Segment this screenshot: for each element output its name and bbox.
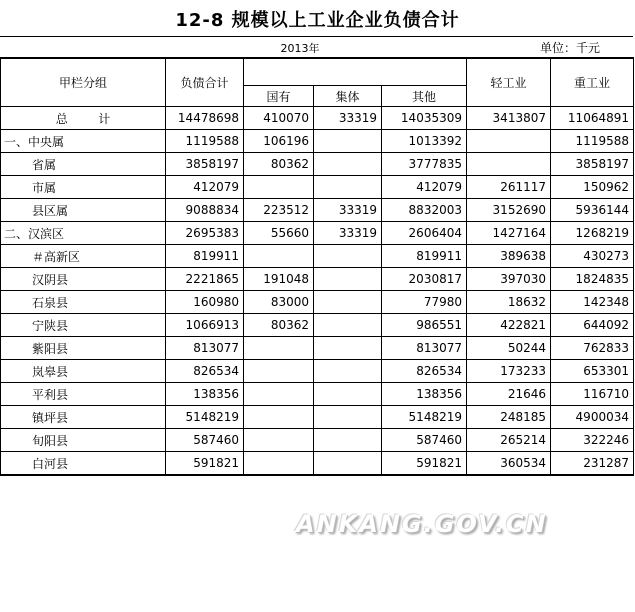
cell-label: 旬阳县 xyxy=(1,429,166,452)
table-row xyxy=(1,452,634,476)
table-row xyxy=(1,107,634,130)
header-state: 国有 xyxy=(244,86,314,107)
cell-light: 422821 xyxy=(467,314,551,337)
cell-state: 223512 xyxy=(244,199,314,222)
cell-light: 18632 xyxy=(467,291,551,314)
table-row xyxy=(1,429,634,452)
cell-heavy: 150962 xyxy=(551,176,634,199)
cell-collective: 33319 xyxy=(314,107,382,130)
cell-total: 591821 xyxy=(166,452,244,476)
cell-state xyxy=(244,383,314,406)
cell-total: 819911 xyxy=(166,245,244,268)
cell-collective xyxy=(314,291,382,314)
cell-light xyxy=(467,130,551,153)
cell-heavy: 430273 xyxy=(551,245,634,268)
cell-state xyxy=(244,452,314,476)
cell-collective xyxy=(314,314,382,337)
header-row xyxy=(1,58,634,86)
cell-state xyxy=(244,245,314,268)
cell-other: 2606404 xyxy=(382,222,467,245)
cell-total: 2695383 xyxy=(166,222,244,245)
cell-total: 9088834 xyxy=(166,199,244,222)
cell-other: 5148219 xyxy=(382,406,467,429)
cell-label: 县区属 xyxy=(1,199,166,222)
cell-state: 191048 xyxy=(244,268,314,291)
liability-table xyxy=(0,57,634,476)
cell-other: 591821 xyxy=(382,452,467,476)
cell-heavy: 142348 xyxy=(551,291,634,314)
header-light: 轻工业 xyxy=(467,58,551,107)
cell-total: 412079 xyxy=(166,176,244,199)
cell-other: 819911 xyxy=(382,245,467,268)
cell-collective xyxy=(314,452,382,476)
cell-label: 市属 xyxy=(1,176,166,199)
cell-label: 平利县 xyxy=(1,383,166,406)
table-row xyxy=(1,153,634,176)
cell-other: 8832003 xyxy=(382,199,467,222)
cell-other: 986551 xyxy=(382,314,467,337)
cell-heavy: 5936144 xyxy=(551,199,634,222)
cell-light: 397030 xyxy=(467,268,551,291)
table-row xyxy=(1,245,634,268)
table-row xyxy=(1,360,634,383)
cell-light: 50244 xyxy=(467,337,551,360)
cell-heavy: 322246 xyxy=(551,429,634,452)
header-ownership-blank xyxy=(244,58,467,86)
cell-light: 389638 xyxy=(467,245,551,268)
cell-state: 106196 xyxy=(244,130,314,153)
cell-light xyxy=(467,153,551,176)
cell-total: 2221865 xyxy=(166,268,244,291)
cell-state: 83000 xyxy=(244,291,314,314)
cell-heavy: 1824835 xyxy=(551,268,634,291)
watermark-logo: ANKANG.GOV.CN xyxy=(296,510,548,538)
cell-collective xyxy=(314,383,382,406)
cell-heavy: 1268219 xyxy=(551,222,634,245)
cell-total: 587460 xyxy=(166,429,244,452)
cell-label: ＃高新区 xyxy=(1,245,166,268)
cell-light: 265214 xyxy=(467,429,551,452)
cell-heavy: 644092 xyxy=(551,314,634,337)
cell-total: 5148219 xyxy=(166,406,244,429)
table-row xyxy=(1,383,634,406)
cell-label: 总 计 xyxy=(1,107,166,130)
cell-other: 412079 xyxy=(382,176,467,199)
cell-total: 1066913 xyxy=(166,314,244,337)
cell-other: 1013392 xyxy=(382,130,467,153)
cell-state xyxy=(244,176,314,199)
cell-heavy: 231287 xyxy=(551,452,634,476)
cell-total: 813077 xyxy=(166,337,244,360)
cell-collective xyxy=(314,245,382,268)
header-total: 负债合计 xyxy=(166,58,244,107)
cell-state: 80362 xyxy=(244,314,314,337)
table-row xyxy=(1,337,634,360)
cell-state xyxy=(244,360,314,383)
cell-light: 173233 xyxy=(467,360,551,383)
table-row xyxy=(1,176,634,199)
cell-light: 261117 xyxy=(467,176,551,199)
cell-total: 14478698 xyxy=(166,107,244,130)
cell-total: 1119588 xyxy=(166,130,244,153)
cell-label: 省属 xyxy=(1,153,166,176)
cell-collective xyxy=(314,337,382,360)
cell-collective xyxy=(314,176,382,199)
cell-heavy: 1119588 xyxy=(551,130,634,153)
cell-total: 826534 xyxy=(166,360,244,383)
unit-label: 单位：千元 xyxy=(540,41,601,55)
table-row xyxy=(1,130,634,153)
cell-collective: 33319 xyxy=(314,199,382,222)
cell-other: 826534 xyxy=(382,360,467,383)
cell-total: 3858197 xyxy=(166,153,244,176)
table-row xyxy=(1,199,634,222)
table-row xyxy=(1,268,634,291)
cell-label: 一、中央属 xyxy=(1,130,166,153)
cell-label: 紫阳县 xyxy=(1,337,166,360)
cell-state: 80362 xyxy=(244,153,314,176)
cell-collective: 33319 xyxy=(314,222,382,245)
title-divider xyxy=(0,36,633,37)
header-collective: 集体 xyxy=(314,86,382,107)
cell-other: 3777835 xyxy=(382,153,467,176)
cell-other: 587460 xyxy=(382,429,467,452)
cell-state: 55660 xyxy=(244,222,314,245)
cell-other: 813077 xyxy=(382,337,467,360)
cell-other: 2030817 xyxy=(382,268,467,291)
cell-total: 160980 xyxy=(166,291,244,314)
cell-collective xyxy=(314,429,382,452)
cell-other: 77980 xyxy=(382,291,467,314)
table-row xyxy=(1,291,634,314)
header-other: 其他 xyxy=(382,86,467,107)
cell-collective xyxy=(314,406,382,429)
cell-state xyxy=(244,337,314,360)
cell-heavy: 653301 xyxy=(551,360,634,383)
year-label: 2013年 xyxy=(280,42,320,55)
table-row xyxy=(1,314,634,337)
cell-label: 宁陕县 xyxy=(1,314,166,337)
page-title: 12-8 规模以上工业企业负债合计 xyxy=(175,10,460,31)
cell-label: 岚皋县 xyxy=(1,360,166,383)
cell-label: 白河县 xyxy=(1,452,166,476)
cell-other: 14035309 xyxy=(382,107,467,130)
cell-heavy: 4900034 xyxy=(551,406,634,429)
table-row xyxy=(1,222,634,245)
cell-label: 汉阴县 xyxy=(1,268,166,291)
cell-label: 石泉县 xyxy=(1,291,166,314)
cell-light: 3413807 xyxy=(467,107,551,130)
table-row xyxy=(1,406,634,429)
cell-light: 1427164 xyxy=(467,222,551,245)
cell-collective xyxy=(314,130,382,153)
cell-label: 镇坪县 xyxy=(1,406,166,429)
header-group: 甲栏分组 xyxy=(1,58,166,107)
cell-other: 138356 xyxy=(382,383,467,406)
cell-state xyxy=(244,429,314,452)
cell-state: 410070 xyxy=(244,107,314,130)
header-heavy: 重工业 xyxy=(551,58,634,107)
cell-heavy: 762833 xyxy=(551,337,634,360)
cell-label: 二、汉滨区 xyxy=(1,222,166,245)
cell-collective xyxy=(314,360,382,383)
cell-light: 21646 xyxy=(467,383,551,406)
cell-light: 248185 xyxy=(467,406,551,429)
cell-state xyxy=(244,406,314,429)
cell-collective xyxy=(314,268,382,291)
cell-heavy: 3858197 xyxy=(551,153,634,176)
cell-heavy: 116710 xyxy=(551,383,634,406)
cell-light: 360534 xyxy=(467,452,551,476)
cell-total: 138356 xyxy=(166,383,244,406)
cell-light: 3152690 xyxy=(467,199,551,222)
cell-collective xyxy=(314,153,382,176)
cell-heavy: 11064891 xyxy=(551,107,634,130)
